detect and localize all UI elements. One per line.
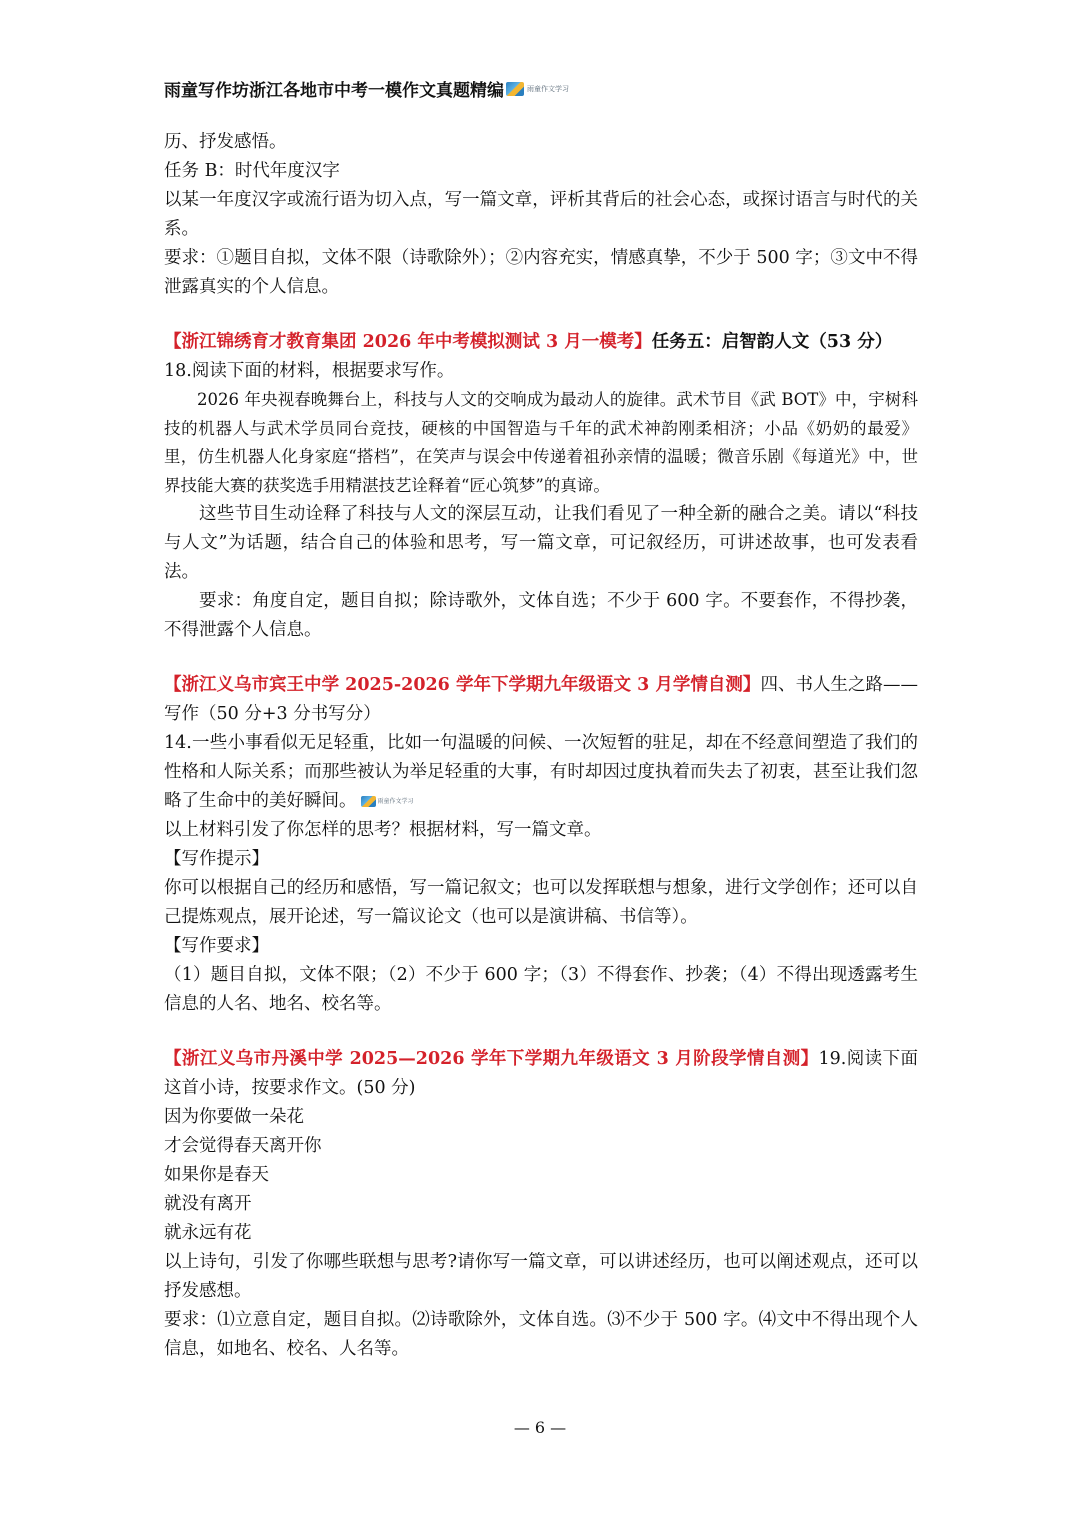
paragraph: 这些节目生动诠释了科技与人文的深层互动，让我们看见了一种全新的融合之美。请以“科技与人文”为话题，结合自己的体验和思考，写一篇文章，可记叙经历，可讲述故事，也可发表看法。 [164,504,918,582]
task-label: 四、书人生之路——写作（50 分+3 分书写分） [164,675,918,724]
watermark-logo-icon [361,796,376,807]
requirements: （1）题目自拟，文体不限；（2）不少于 600 字；（3）不得套作、抄袭；（4）不得出现透露考生信息的人名、地名、校名等。 [164,965,918,1014]
paragraph: 任务 B：时代年度汉字 [164,161,340,181]
page-header [164,76,569,101]
brand-logo-text: 雨童作文学习 [527,84,569,93]
question-prompt: 19.阅读下面这首小诗，按要求作文。(50 分) [164,1049,918,1098]
question-prompt: 14.一些小事看似无足轻重，比如一句温暖的问候、一次短暂的驻足，却在不经意间塑造了我们的性格和人际关系；而那些被认为举足轻重的大事，有时却因过度执着而失去了初衷，甚至让我们忽略了生命中的美好瞬间。 雨童作文学习 [164,733,918,811]
poem [164,1103,918,1248]
watermark-logo-text: 雨童作文学习 [377,798,414,805]
section-heading [164,1045,918,1103]
source-label: 【浙江锦绣育才教育集团 2026 年中考模拟测试 3 月一模考】 [164,332,652,352]
poem-line: 如果你是春天 [164,1165,269,1185]
poem-line: 就没有离开 [164,1194,252,1214]
paragraph: 以上诗句，引发了你哪些联想与思考?请你写一篇文章，可以讲述经历，也可以阐述观点，还可以抒发感想。 [164,1252,918,1301]
brand-logo-icon [506,82,524,96]
paragraph: 以某一年度汉字或流行语为切入点，写一篇文章，评析其背后的社会心态，或探讨语言与时代的关系。 [164,190,918,239]
header-title: 雨童写作坊浙江各地市中考一模作文真题精编 [164,81,504,101]
poem-line: 才会觉得春天离开你 [164,1136,322,1156]
page-number: — 6 — [513,1418,567,1437]
poem-line: 因为你要做一朵花 [164,1107,304,1127]
poem-line: 就永远有花 [164,1223,252,1243]
source-label: 【浙江义乌市丹溪中学 2025—2026 学年下学期九年级语文 3 月阶段学情自测】 [164,1049,819,1069]
section-heading [164,671,918,729]
paragraph: 以上材料引发了你怎样的思考？根据材料，写一篇文章。 [164,820,602,840]
requirements: 要求：⑴立意自定，题目自拟。⑵诗歌除外，文体自选。⑶不少于 500 字。⑷文中不得出现个人信息，如地名、校名、人名等。 [164,1310,918,1359]
source-label: 【浙江义乌市宾王中学 2025-2026 学年下学期九年级语文 3 月学情自测】 [164,675,761,695]
material-paragraph: 2026 年央视春晚舞台上，科技与人文的交响成为最动人的旋律。武术节目《武 BOT》中，宇树科技的机器人与武术学员同台竞技，硬核的中国智造与千年的武术神韵刚柔相济；小品《奶奶的最爱》里，仿生机器人化身家庭“搭档”，在笑声与误会中传递着祖孙亲情的温暖；微音乐剧《每道光》中，世界技能大赛的获奖选手用精湛技艺诠释着“匠心筑梦”的真谛。 [164,390,918,495]
subheading: 【写作要求】 [164,936,269,956]
section-heading [164,328,918,357]
paragraph: 要求：①题目自拟，文体不限（诗歌除外）；②内容充实，情感真挚，不少于 500 字；③文中不得泄露真实的个人信息。 [164,248,918,297]
question-prompt: 18.阅读下面的材料，根据要求写作。 [164,361,455,381]
subheading: 【写作提示】 [164,849,269,869]
paragraph: 历、抒发感悟。 [164,132,287,152]
requirements: 要求：角度自定，题目自拟；除诗歌外，文体自选；不少于 600 字。不要套作，不得抄袭，不得泄露个人信息。 [164,591,918,640]
paragraph: 你可以根据自己的经历和感悟，写一篇记叙文；也可以发挥联想与想象，进行文学创作；还可以自己提炼观点，展开论述，写一篇议论文（也可以是演讲稿、书信等）。 [164,878,918,927]
task-label: 任务五：启智韵人文（53 分） [651,332,893,352]
document-body [164,128,918,1364]
